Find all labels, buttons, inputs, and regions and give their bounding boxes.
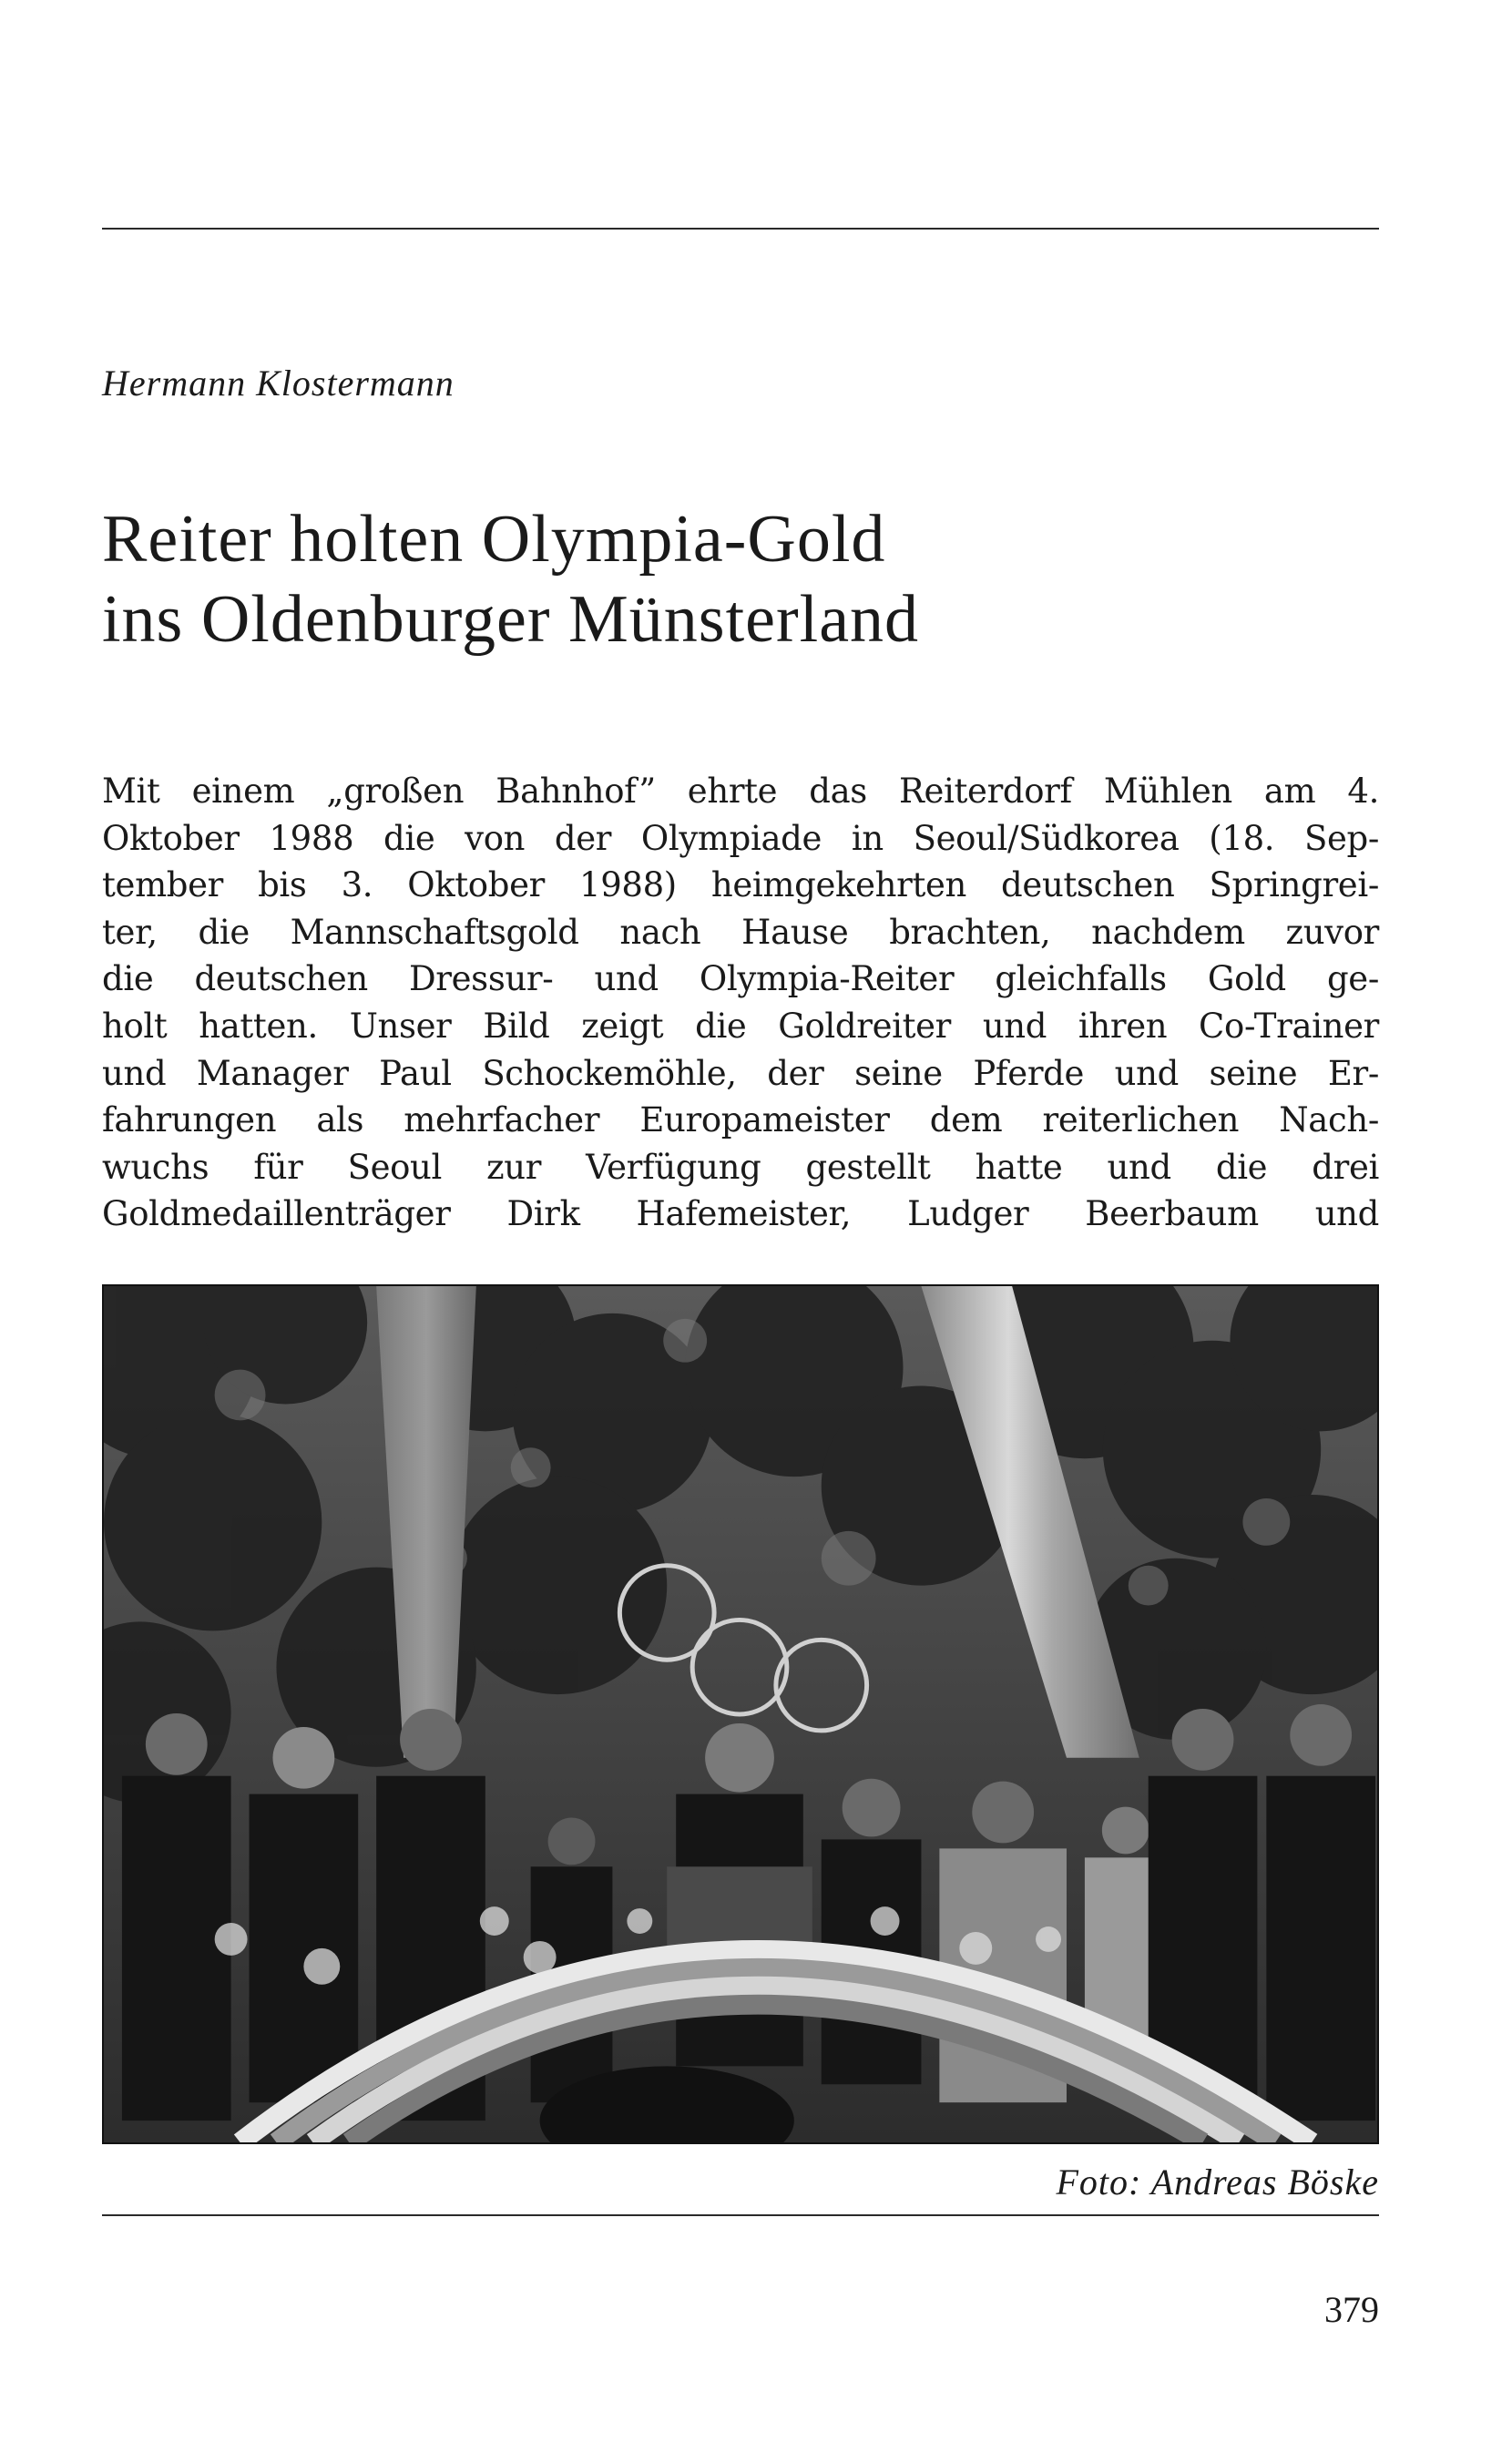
photo-caption: Foto: Andreas Böske [1056,2162,1379,2202]
body-line: die deutschen Dressur- und Olympia-Reiter gleichfalls Gold ge- [102,959,1379,999]
article-title [102,499,919,659]
body-line: tember bis 3. Oktober 1988) heimgekehrten deutschen Springrei- [102,865,1379,905]
body-line: fahrungen als mehrfacher Europameister dem reiterlichen Nach- [102,1100,1379,1140]
body-line: ter, die Mannschaftsgold nach Hause brachten, nachdem zuvor [102,912,1379,952]
body-line: Goldmedaillenträger Dirk Hafemeister, Ludger Beerbaum und [102,1194,1379,1234]
bottom-rule [102,2214,1379,2216]
author-name: Hermann Klostermann [102,363,455,404]
title-line-2: ins Oldenburger Münsterland [102,582,920,657]
body-line: wuchs für Seoul zur Verfügung gestellt hatte und die drei [102,1147,1379,1187]
body-line: und Manager Paul Schockemöhle, der seine Pferde und seine Er- [102,1053,1379,1093]
body-line: holt hatten. Unser Bild zeigt die Goldreiter und ihren Co-Trainer [102,1006,1379,1046]
ceremony-photo [102,1284,1379,2144]
page-number: 379 [1324,2289,1379,2330]
body-paragraph [102,768,1379,1238]
ceremony-photo-illustration [104,1286,1377,2142]
body-line: Oktober 1988 die von der Olympiade in Seoul/Südkorea (18. Sep- [102,818,1379,858]
title-line-1: Reiter holten Olympia-Gold [102,502,886,577]
body-line: Mit einem „großen Bahnhof” ehrte das Reiterdorf Mühlen am 4. [102,772,1379,811]
top-rule [102,228,1379,230]
lectern [667,1866,812,1948]
